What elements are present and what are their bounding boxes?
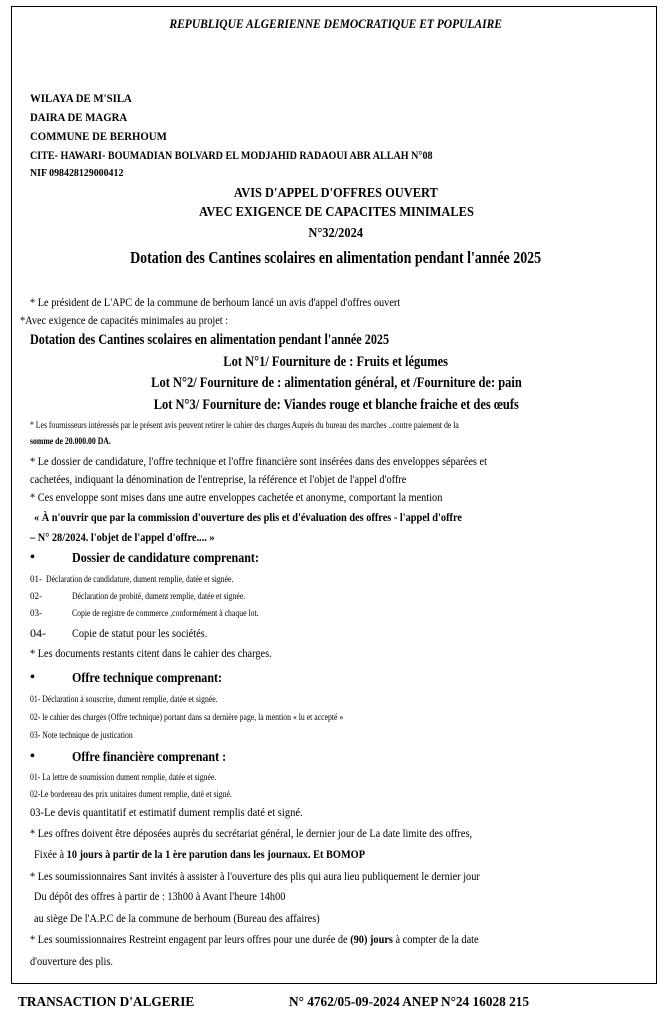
dossier-bullet: • <box>30 550 35 565</box>
footer-reference: N° 4762/05-09-2024 ANEP N°24 16028 215 <box>289 995 530 1010</box>
lot-3: Lot N°3/ Fourniture de: Viandes rouge et blanche fraiche et des œufs <box>153 397 519 413</box>
financiere-item: 01- La lettre de soumission dument remplie, datée et signée. <box>30 772 217 782</box>
dossier-heading: Dossier de candidature comprenant: <box>72 551 259 566</box>
footer-publication: TRANSACTION D'ALGERIE <box>18 995 195 1010</box>
technique-item: 03- Note technique de justication <box>30 730 133 740</box>
dossier-item-text: Copie de registre de commerce ,conformément à chaque lot. <box>72 608 259 618</box>
wilaya-line: WILAYA DE M'SILA <box>30 91 132 105</box>
dossier-item-num: 03- <box>30 608 42 618</box>
title-line-2: AVEC EXIGENCE DE CAPACITES MINIMALES <box>198 204 474 219</box>
dossier-item-num: 01- <box>30 574 42 584</box>
documents-note: * Les documents restants citent dans le cahier des charges. <box>30 646 272 660</box>
validity-line-1: * Les soumissionnaires Restreint engagent par leurs offres pour une durée de (90) jours à compter de la date <box>30 932 479 946</box>
opening-line-3: au siège De l'A.P.C de la commune de berhoum (Bureau des affaires) <box>34 911 320 925</box>
deposit-line-1: * Les offres doivent être déposées auprès du secrétariat général, le dernier jour de La date limite des offres, <box>30 826 473 840</box>
mention-line-1: « À n'ouvrir que par la commission d'ouverture des plis et d'évaluation des offres - l'appel d'offre <box>34 510 462 524</box>
dossier-item-num: 02- <box>30 591 42 601</box>
envelope-para: * Ces enveloppe sont mises dans une autre enveloppes cachetée et anonyme, comportant la mention <box>30 490 443 504</box>
validity-line-2: d'ouverture des plis. <box>30 954 113 968</box>
financiere-item: 03-Le devis quantitatif et estimatif dument remplis daté et signé. <box>30 805 303 819</box>
technique-item: 01- Déclaration à souscrire, dument remplie, datée et signée. <box>30 694 218 704</box>
dossier-item-text: Déclaration de probité, dument remplie, datée et signée. <box>72 591 246 601</box>
financiere-item: 02-Le bordereau des prix unitaires dument remplie, daté et signé. <box>30 789 232 799</box>
financiere-bullet: • <box>30 749 35 764</box>
dossier-item-num: 04- <box>30 626 46 640</box>
title-subject: Dotation des Cantines scolaires en alimentation pendant l'année 2025 <box>130 248 542 267</box>
title-line-1: AVIS D'APPEL D'OFFRES OUVERT <box>234 185 438 200</box>
retrait-line-1: * Les fournisseurs intéressés par le présent avis peuvent retirer le cahier des charges Auprès du bureau des marches ..contre paiement de la <box>30 420 459 430</box>
mention-line-2: – N° 28/2024. l'objet de l'appel d'offre.... » <box>30 530 215 544</box>
opening-line-2: Du dépôt des offres à partir de : 13h00 à Avant l'heure 14h00 <box>34 889 286 903</box>
dossier-item-text: Déclaration de candidature, dument remplie, datée et signée. <box>46 574 234 584</box>
intro-line-1: * Le président de L'APC de la commune de berhoum lancé un avis d'appel d'offres ouvert <box>30 295 401 309</box>
nif-line: NIF 098428129000412 <box>30 167 124 179</box>
address-line: CITE- HAWARI- BOUMADIAN BOLVARD EL MODJAHID RADAOUI ABR ALLAH N°08 <box>30 148 433 162</box>
lot-2: Lot N°2/ Fourniture de : alimentation général, et /Fourniture de: pain <box>150 375 522 391</box>
opening-line-1: * Les soumissionnaires Sant invités à assister à l'ouverture des plis qui aura lieu publiquement le dernier jour <box>30 869 480 883</box>
intro-project: Dotation des Cantines scolaires en alimentation pendant l'année 2025 <box>30 332 390 348</box>
deposit-line-2: Fixée à 10 jours à partir de la 1 ère parution dans les journaux. Et BOMOP <box>34 847 366 861</box>
lot-1: Lot N°1/ Fourniture de : Fruits et légumes <box>223 354 449 370</box>
dossier-para-1: * Le dossier de candidature, l'offre technique et l'offre financière sont insérées dans des enveloppes séparées et <box>30 454 487 468</box>
daira-line: DAIRA DE MAGRA <box>30 110 128 124</box>
commune-line: COMMUNE DE BERHOUM <box>30 129 167 143</box>
dossier-para-2: cachetées, indiquant la dénomination de l'entreprise, la référence et l'objet de l'appel d'offre <box>30 472 407 486</box>
title-number: N°32/2024 <box>308 225 364 240</box>
intro-line-2: *Avec exigence de capacités minimales au projet : <box>20 313 229 327</box>
financiere-heading: Offre financière comprenant : <box>72 750 227 765</box>
technique-item: 02- le cahier des charges (Offre technique) portant dans sa dernière page, la mention « lu et accepté » <box>30 712 344 722</box>
technique-bullet: • <box>30 670 35 685</box>
republic-header: REPUBLIQUE ALGERIENNE DEMOCRATIQUE ET POPULAIRE <box>169 17 503 31</box>
retrait-line-2: somme de 20.000.00 DA. <box>30 436 111 446</box>
technique-heading: Offre technique comprenant: <box>72 671 223 686</box>
dossier-item-text: Copie de statut pour les sociétés. <box>72 626 208 640</box>
